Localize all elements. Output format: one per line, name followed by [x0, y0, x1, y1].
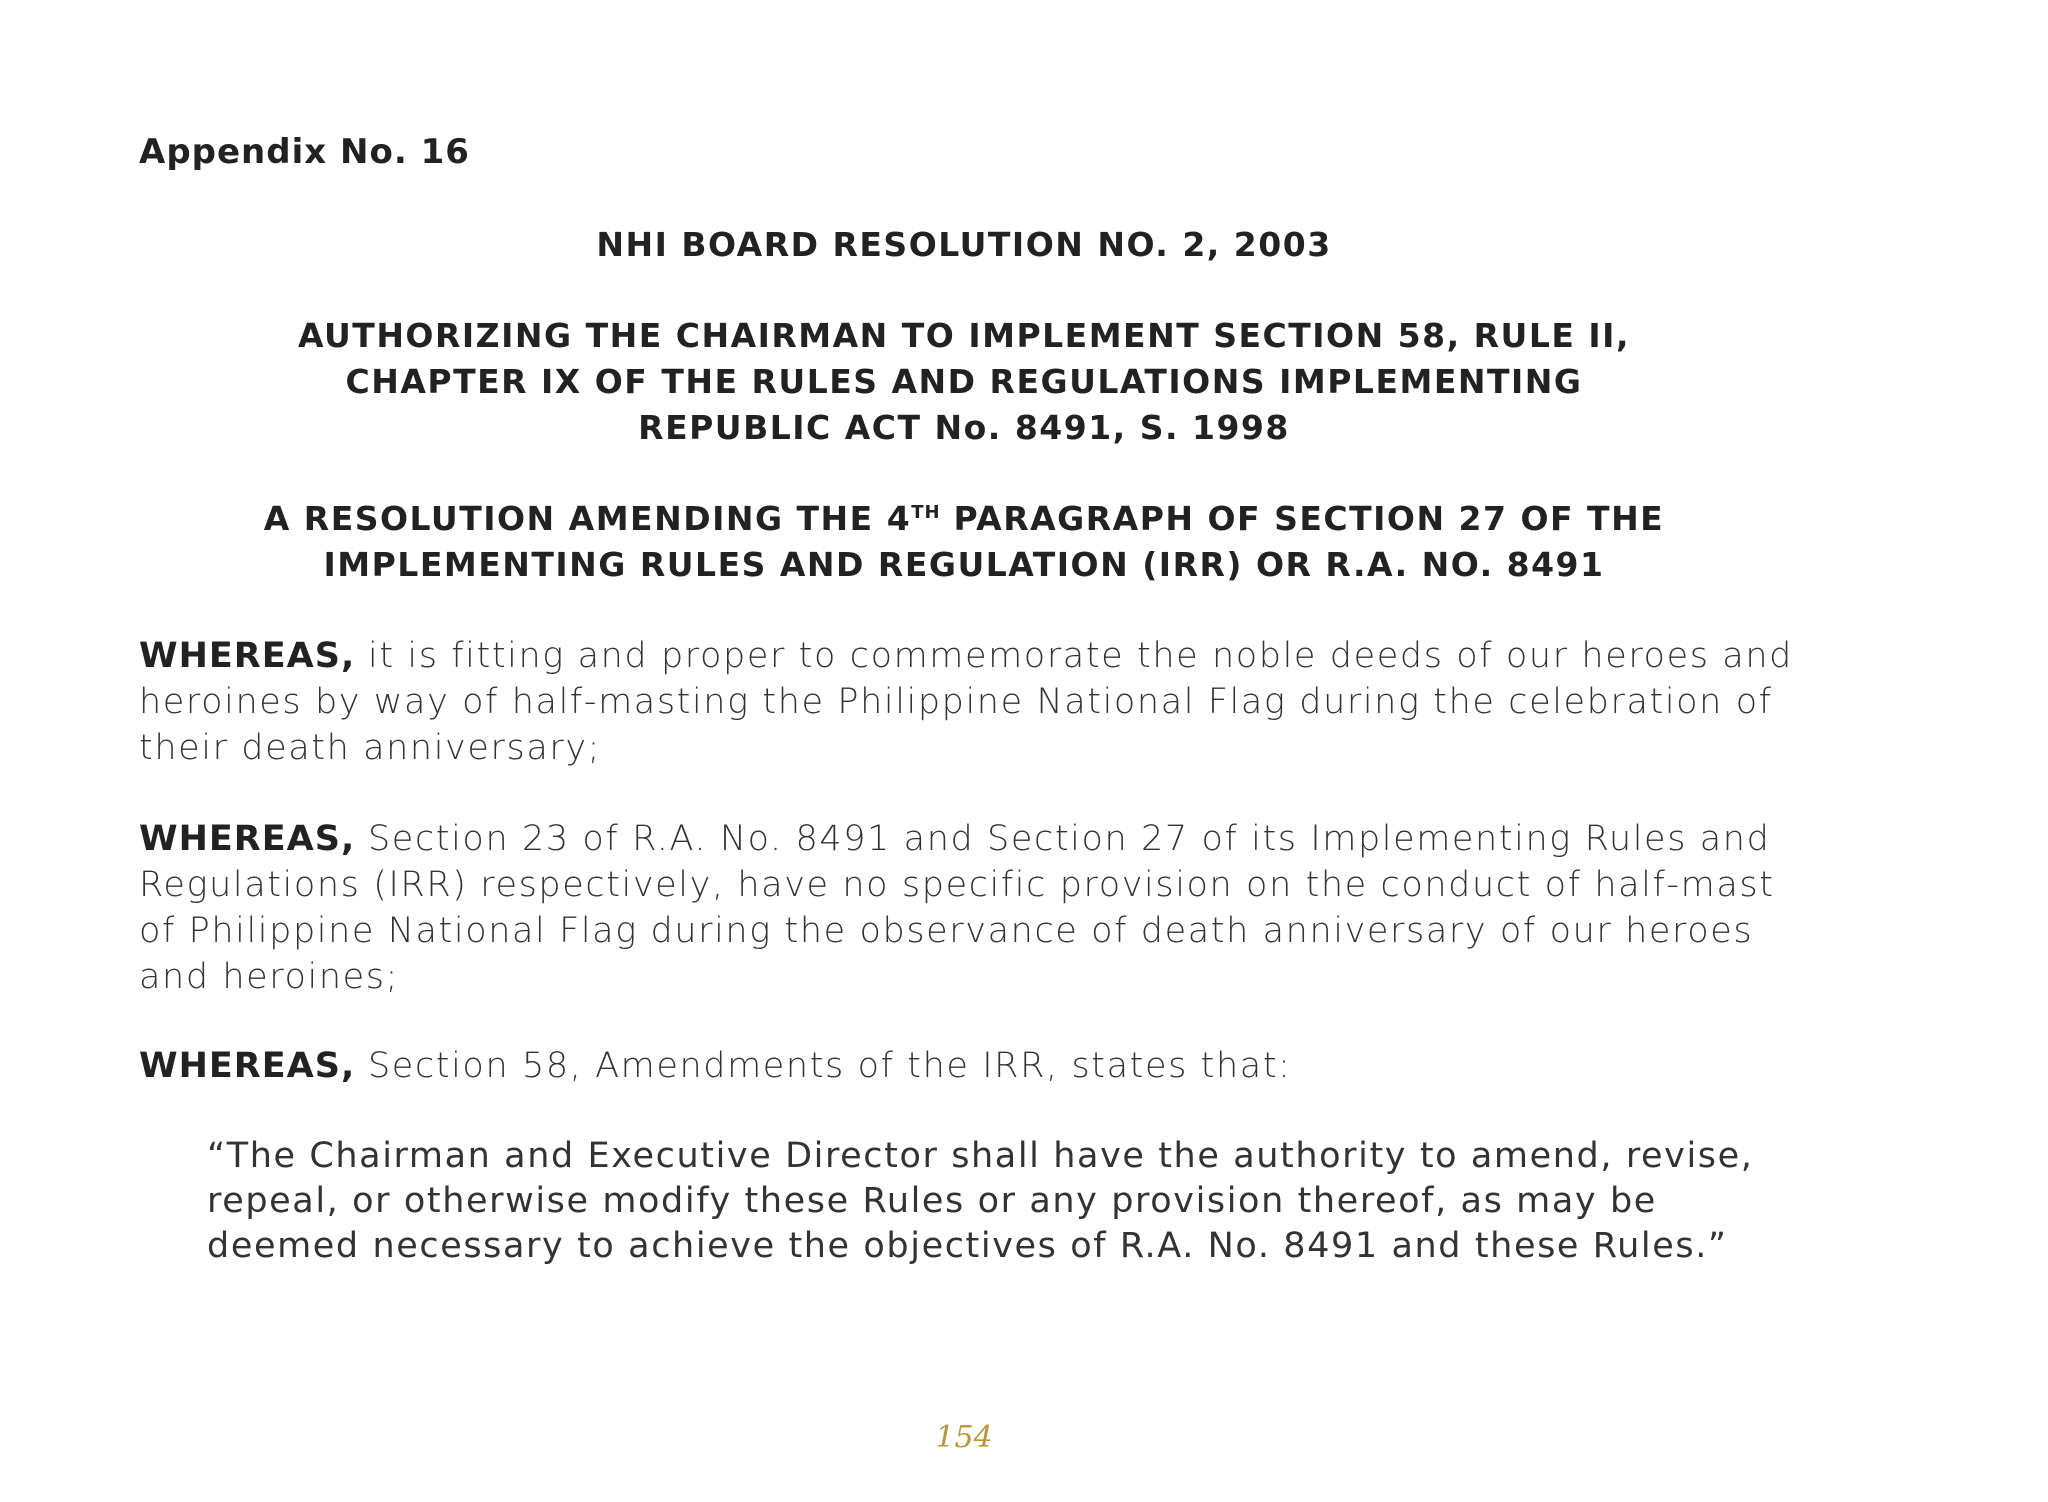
whereas-1-line-3: their death anniversary;	[139, 728, 602, 768]
amending-heading-line-1-start: A RESOLUTION AMENDING THE 4	[263, 499, 912, 538]
authorizing-heading-line-3: REPUBLIC ACT No. 8491, S. 1998	[638, 408, 1290, 447]
whereas-paragraph-1	[139, 633, 1819, 771]
whereas-2-line-1	[139, 816, 1819, 862]
whereas-paragraph-2	[139, 816, 1819, 1000]
authorizing-heading-line-1: AUTHORIZING THE CHAIRMAN TO IMPLEMENT SECTION 58, RULE II,	[297, 316, 1630, 355]
whereas-3-lead: WHEREAS,	[139, 1046, 356, 1086]
whereas-2-line-3: of Philippine National Flag during the observance of death anniversary of our heroes	[139, 911, 1754, 951]
amending-heading-line-1-end: PARAGRAPH OF SECTION 27 OF THE	[940, 499, 1665, 538]
amending-heading-line-1	[139, 496, 1789, 542]
whereas-1-line-2: heroines by way of half-masting the Philippine National Flag during the celebration of	[139, 682, 1773, 722]
resolution-title	[139, 222, 1789, 268]
whereas-2-line-4: and heroines;	[139, 957, 399, 997]
whereas-2-lead: WHEREAS,	[139, 819, 356, 859]
amending-heading	[139, 496, 1789, 588]
authorizing-heading-line-2: CHAPTER IX OF THE RULES AND REGULATIONS IMPLEMENTING	[345, 362, 1583, 401]
whereas-1-line-1-text: it is fitting and proper to commemorate the noble deeds of our heroes and	[355, 636, 1793, 676]
whereas-3-line-1	[139, 1043, 1819, 1089]
whereas-3-line-1-text: Section 58, Amendments of the IRR, states that:	[355, 1046, 1292, 1086]
quoted-provision	[207, 1134, 1767, 1269]
quote-line-2: repeal, or otherwise modify these Rules or any provision thereof, as may be	[207, 1181, 1657, 1221]
whereas-paragraph-3	[139, 1043, 1819, 1089]
resolution-title-text: NHI BOARD RESOLUTION NO. 2, 2003	[596, 225, 1332, 264]
quote-line-1: “The Chairman and Executive Director shall have the authority to amend, revise,	[207, 1136, 1754, 1176]
whereas-1-lead: WHEREAS,	[139, 636, 356, 676]
appendix-label: Appendix No. 16	[139, 132, 470, 172]
page-number: 154	[935, 1420, 993, 1455]
whereas-2-line-2: Regulations (IRR) respectively, have no specific provision on the conduct of half-mast	[139, 865, 1775, 905]
quote-line-3: deemed necessary to achieve the objectives of R.A. No. 8491 and these Rules.”	[207, 1226, 1728, 1266]
ordinal-suffix: TH	[911, 502, 941, 523]
authorizing-heading	[139, 313, 1789, 451]
amending-heading-line-2: IMPLEMENTING RULES AND REGULATION (IRR) OR R.A. NO. 8491	[323, 545, 1605, 584]
whereas-2-line-1-text: Section 23 of R.A. No. 8491 and Section 27 of its Implementing Rules and	[355, 819, 1771, 859]
whereas-1-line-1	[139, 633, 1819, 679]
